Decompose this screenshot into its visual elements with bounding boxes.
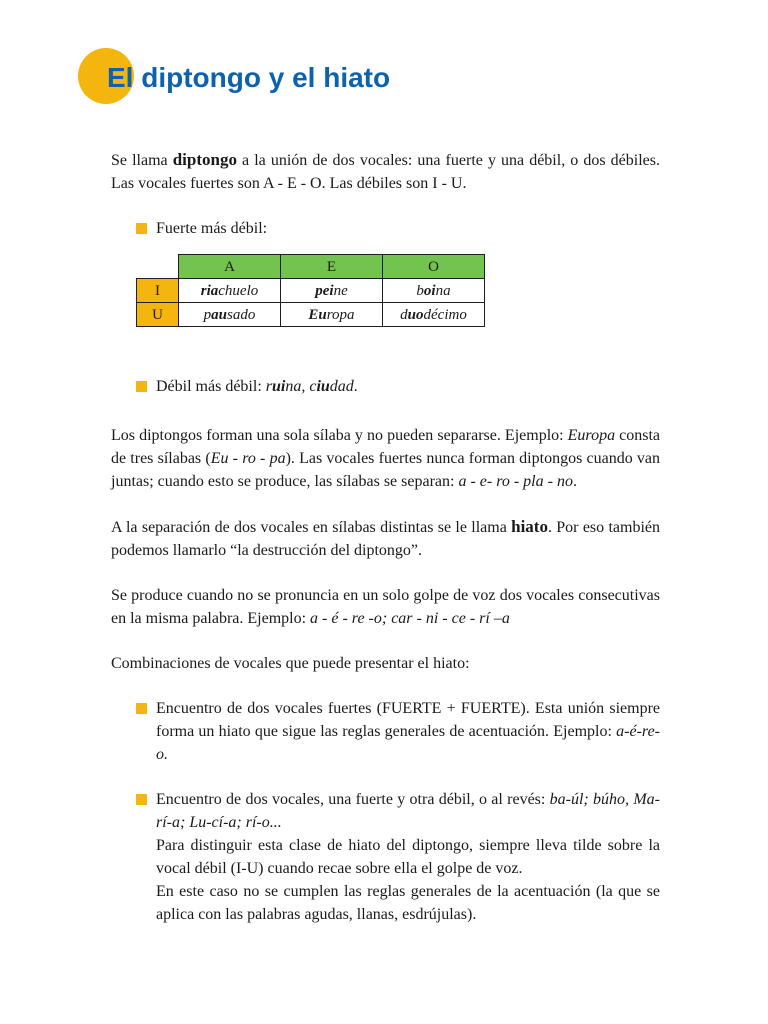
table-row — [137, 279, 485, 303]
term-diptongo: diptongo — [172, 150, 237, 169]
hiato-paragraph: A la separación de dos vocales en sílabas distintas se le llama hiato. Por eso también podemos llamarlo “la destrucción del diptongo”. — [111, 517, 661, 559]
header-a: A — [179, 255, 281, 279]
table-row — [137, 303, 485, 327]
table-header-row — [137, 255, 485, 279]
bullet-square-icon — [136, 381, 147, 392]
main-content — [111, 148, 660, 926]
bullet-debil-debil — [111, 375, 660, 398]
bullet-label: Fuerte más débil: — [156, 220, 268, 237]
table-cell: riachuelo — [179, 279, 281, 303]
row-label-i: I — [137, 279, 179, 303]
bullet-square-icon — [136, 794, 147, 805]
table-cell: Europa — [281, 303, 383, 327]
produce-paragraph: Se produce cuando no se pronuncia en un solo golpe de voz dos vocales consecutivas en la misma palabra. Ejemplo: a - é - re -o; car - ni - ce - rí –a — [111, 587, 660, 627]
term-hiato: hiato — [511, 517, 548, 536]
bullet-label: Débil más débil: ruina, ciudad. — [156, 378, 358, 395]
table-cell: duodécimo — [383, 303, 485, 327]
intro-paragraph: Se llama diptongo a la unión de dos vocales: una fuerte y una débil, o dos débiles. Las vocales fuertes son A - E - O. Las débiles son I - U. — [111, 150, 660, 192]
diphthong-paragraph: Los diptongos forman una sola sílaba y no pueden separarse. Ejemplo: Europa consta de tres sílabas (Eu - ro - pa). Las vocales fuertes nunca forman diptongos cuando van juntas; cuando esto se produce, las sílabas se separan: a - e- ro - pla - no. — [111, 427, 661, 490]
bullet-square-icon — [136, 223, 147, 234]
page-title: El diptongo y el hiato — [107, 62, 391, 93]
diphthong-table — [136, 254, 485, 327]
row-label-u: U — [137, 303, 179, 327]
combinations-paragraph: Combinaciones de vocales que puede presentar el hiato: — [111, 655, 470, 672]
table-cell: peine — [281, 279, 383, 303]
bullet-fuerte-debil-hiato: Encuentro de dos vocales, una fuerte y otra débil, o al revés: ba-úl; búho, Ma-rí-a; Lu-cí-a; rí-o... Para distinguir esta clase de hiato del diptongo, siempre lleva tilde sobre la vocal débil (I-U) cuando recae sobre ella el golpe de voz. En este caso no se cumplen las reglas generales de la acentuación (la que se aplica con las palabras agudas, llanas, esdrújulas). — [111, 788, 660, 926]
table-cell: boina — [383, 279, 485, 303]
header-e: E — [281, 255, 383, 279]
bullet-fuerte-fuerte: Encuentro de dos vocales fuertes (FUERTE + FUERTE). Esta unión siempre forma un hiato que sigue las reglas generales de acentuación. Ejemplo: a-é-re-o. — [111, 697, 660, 766]
header-o: O — [383, 255, 485, 279]
table-cell: pausado — [179, 303, 281, 327]
bullet-fuerte-debil — [111, 217, 660, 240]
bullet-square-icon — [136, 703, 147, 714]
